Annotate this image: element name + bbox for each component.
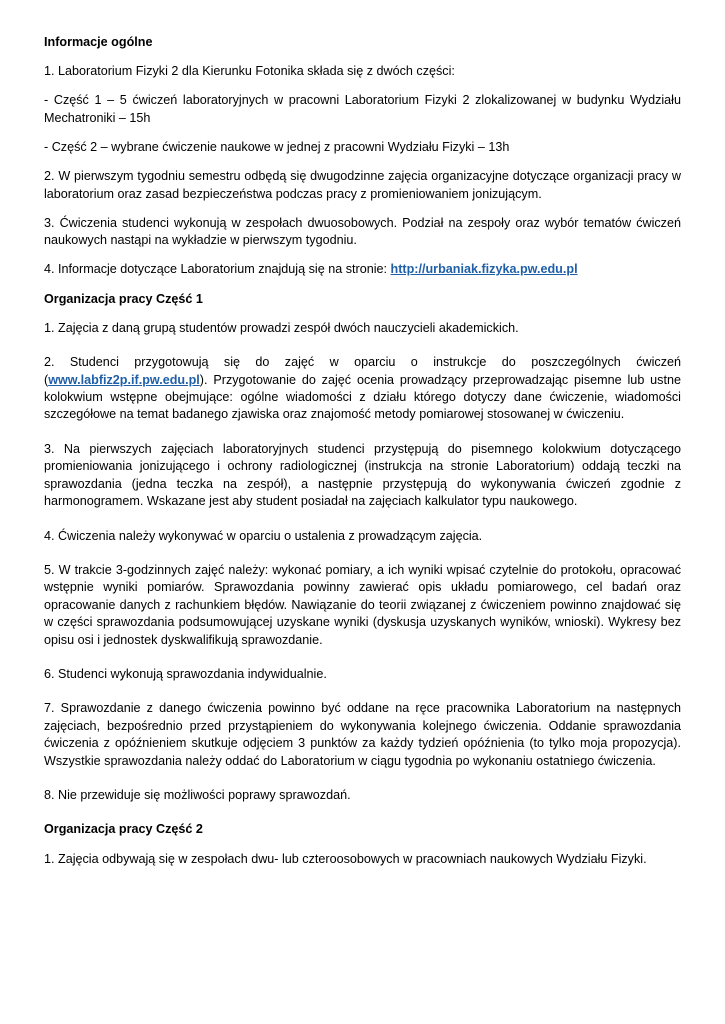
heading-part2: Organizacja pracy Część 2 bbox=[44, 822, 203, 837]
heading-part1: Organizacja pracy Część 1 bbox=[44, 291, 203, 306]
general-paragraph-3: - Część 2 – wybrane ćwiczenie naukowe w jednej z pracowni Wydziału Fizyki – 13h bbox=[44, 140, 510, 155]
part1-paragraph-2 bbox=[44, 354, 681, 424]
part1-paragraph-5: 5. W trakcie 3-godzinnych zajęć należy: wykonać pomiary, a ich wyniki wpisać czytelnie do protokołu, opracować wstępnie wyniki pomiarów. Sprawozdania powinny zawierać opis układu pomiarowego, cel badań oraz opracowanie danych z rachunkiem błędów. Nawiązanie do teorii związanej z ćwiczeniem powinno znajdować się w części sprawozdania podsumowującej uzyskane wyniki (dyskusja uzyskanych wyników, wnioski). Wykresy bez opisu osi i jednostek dyskwalifikują sprawozdanie. bbox=[44, 562, 681, 647]
part1-paragraph-3: 3. Na pierwszych zajęciach laboratoryjnych studenci przystępują do pisemnego kolokwium dotyczącego promieniowania jonizującego i ochrony radiologicznej (instrukcja na stronie Laboratorium) oddają teczki na sprawozdania (jedna teczka na zespół), a następnie przystępują do wykonywania ćwiczeń zgodnie z harmonogramem. Wskazane jest aby student posiadał na zajęciach kalkulator typu naukowego. bbox=[44, 441, 681, 509]
general-paragraph-4: 2. W pierwszym tygodniu semestru odbędą się dwugodzinne zajęcia organizacyjne dotyczące organizacji pracy w laboratorium oraz zasad bezpieczeństwa podczas pracy z promieniowaniem jonizującym. bbox=[44, 169, 681, 201]
part1-paragraph-2-prefix: 2. Studenci przygotowują się do zajęć w oparciu o instrukcje do poszczególnych ćwiczeń ( bbox=[44, 355, 681, 387]
general-paragraph-1: 1. Laboratorium Fizyki 2 dla Kierunku Fotonika składa się z dwóch części: bbox=[44, 64, 455, 79]
laboratory-website-link[interactable]: http://urbaniak.fizyka.pw.edu.pl bbox=[390, 262, 578, 277]
document-page bbox=[44, 34, 681, 880]
part1-paragraph-7: 7. Sprawozdanie z danego ćwiczenia powinno być oddane na ręce pracownika Laboratorium na następnych zajęciach, bezpośrednio przed przystąpieniem do wykonywania kolejnego ćwiczenia. Oddanie sprawozdania ćwiczenia z opóźnieniem skutkuje odjęciem 3 punktów za każdy tydzień opóźnienia (to tylko moja propozycja). Wszystkie sprawozdania należy oddać do Laboratorium w ciągu tygodnia po wykonaniu ostatniego ćwiczenia. bbox=[44, 701, 681, 768]
part2-paragraph-1: 1. Zajęcia odbywają się w zespołach dwu- lub czteroosobowych w pracowniach naukowych Wydziału Fizyki. bbox=[44, 851, 647, 866]
general-paragraph-5: 3. Ćwiczenia studenci wykonują w zespołach dwuosobowych. Podział na zespoły oraz wybór tematów ćwiczeń naukowych nastąpi na wykładzie w pierwszym tygodniu. bbox=[44, 215, 681, 248]
general-paragraph-6 bbox=[44, 261, 681, 278]
part1-paragraph-8: 8. Nie przewiduje się możliwości poprawy sprawozdań. bbox=[44, 787, 351, 802]
part1-paragraph-1: 1. Zajęcia z daną grupą studentów prowadzi zespół dwóch nauczycieli akademickich. bbox=[44, 320, 519, 335]
heading-general: Informacje ogólne bbox=[44, 35, 153, 49]
part1-paragraph-6: 6. Studenci wykonują sprawozdania indywidualnie. bbox=[44, 666, 327, 681]
part1-paragraph-4: 4. Ćwiczenia należy wykonywać w oparciu o ustalenia z prowadzącym zajęcia. bbox=[44, 528, 483, 543]
part1-paragraph-2-suffix: ). Przygotowanie do zajęć ocenia prowadzący przeprowadzając pisemne lub ustne kolokwium wstępne obejmujące: ogólne wiadomości z działu którego dotyczy dane ćwiczenie, wiadomości szczegółowe na temat badanego zjawiska oraz znajomość metody pomiarowej stosowanej w ćwiczeniu. bbox=[44, 372, 681, 422]
general-paragraph-6-text: 4. Informacje dotyczące Laboratorium znajdują się na stronie: bbox=[44, 262, 391, 277]
instructions-link[interactable]: www.labfiz2p.if.pw.edu.pl bbox=[48, 372, 200, 387]
general-paragraph-2: - Część 1 – 5 ćwiczeń laboratoryjnych w pracowni Laboratorium Fizyki 2 zlokalizowanej w budynku Wydziału Mechatroniki – 15h bbox=[44, 93, 681, 125]
